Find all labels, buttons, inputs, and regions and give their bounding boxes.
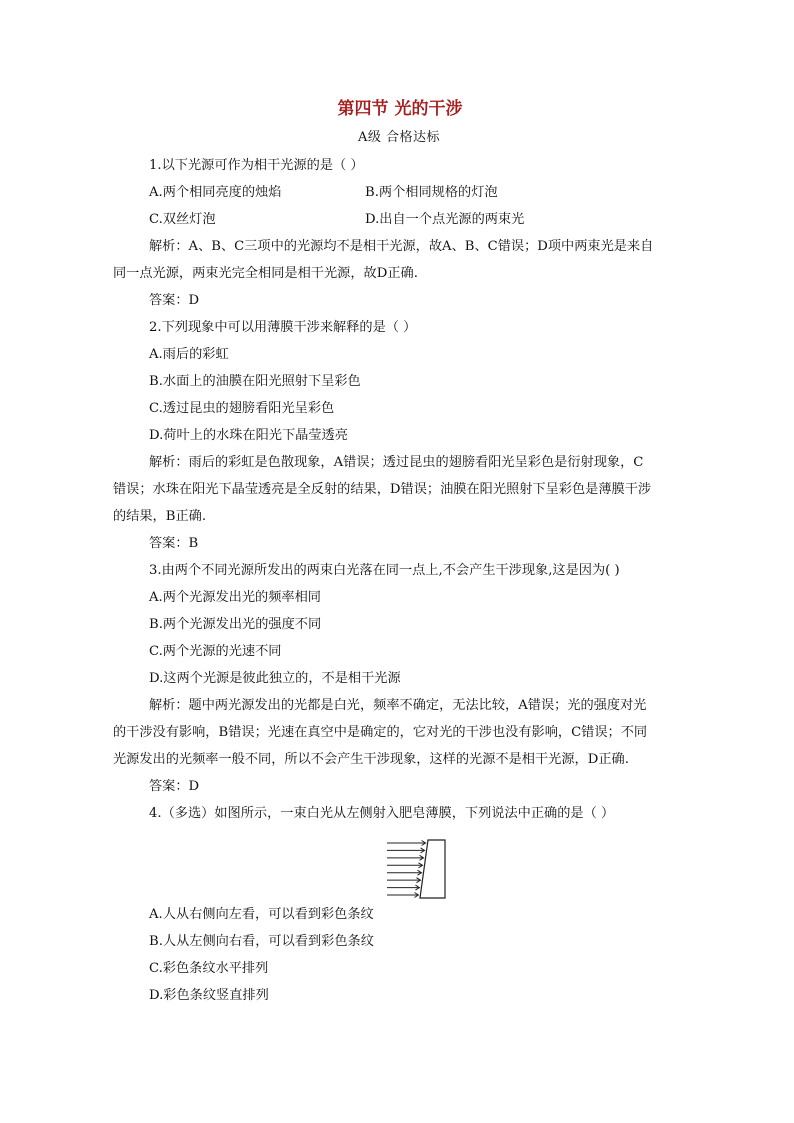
- question-3-option-d: D.这两个光源是彼此独立的，不是相干光源: [149, 671, 401, 686]
- question-3-option-a: A.两个光源发出光的频率相同: [149, 590, 321, 605]
- page-title: 第四节 光的干涉: [337, 99, 463, 119]
- question-2-analysis-line-1: 解析：雨后的彩虹是色散现象，A错误；透过昆虫的翅膀看阳光呈彩色是衍射现象，C: [149, 455, 644, 470]
- question-1-option-a: A.两个相同亮度的烛焰: [149, 185, 282, 200]
- light-rays: [387, 841, 426, 898]
- question-1-option-d: D.出自一个点光源的两束光: [365, 212, 525, 227]
- question-2-answer: 答案：B: [149, 536, 199, 551]
- question-2-stem: 2.下列现象中可以用薄膜干涉来解释的是（ ）: [149, 320, 417, 335]
- question-4-stem: 4.（多选）如图所示，一束白光从左侧射入肥皂薄膜，下列说法中正确的是（ ）: [149, 806, 615, 821]
- question-3-analysis-line-1: 解析：题中两光源发出的光都是白光，频率不确定，无法比较，A错误；光的强度对光: [149, 698, 647, 713]
- question-4-option-b: B.人从左侧向右看，可以看到彩色条纹: [149, 934, 374, 949]
- question-4-option-d: D.彩色条纹竖直排列: [149, 988, 269, 1003]
- question-2-option-a: A.雨后的彩虹: [149, 347, 229, 362]
- question-1-analysis-line-2: 同一点光源，两束光完全相同是相干光源，故D正确.: [113, 266, 418, 281]
- question-1-options-row-1: [113, 179, 685, 206]
- question-3-analysis-line-3: 光源发出的光频率一般不同，所以不会产生干涉现象，这样的光源不是相干光源，D正确.: [113, 752, 629, 767]
- question-4-option-c: C.彩色条纹水平排列: [149, 961, 269, 976]
- question-1-options-row-2: [113, 206, 685, 233]
- question-2-option-c: C.透过昆虫的翅膀看阳光呈彩色: [149, 401, 335, 416]
- question-4-option-a: A.人从右侧向左看，可以看到彩色条纹: [149, 907, 374, 922]
- question-2-option-b: B.水面上的油膜在阳光照射下呈彩色: [149, 374, 361, 389]
- question-3-option-b: B.两个光源发出光的强度不同: [149, 617, 322, 632]
- question-3-stem: 3.由两个不同光源所发出的两束白光落在同一点上,不会产生干涉现象,这是因为( ): [149, 563, 620, 578]
- level-heading: A级 合格达标: [357, 130, 441, 145]
- question-1-stem: 1.以下光源可作为相干光源的是（ ）: [149, 158, 364, 173]
- question-1-analysis-line-1: 解析：A、B、C三项中的光源均不是相干光源，故A、B、C错误；D项中两束光是来自: [149, 239, 654, 254]
- question-2-analysis-line-2: 错误；水珠在阳光下晶莹透亮是全反射的结果，D错误；油膜在阳光照射下呈彩色是薄膜干涉: [113, 482, 652, 497]
- question-3-analysis-line-2: 的干涉没有影响，B错误；光速在真空中是确定的，它对光的干涉也没有影响，C错误；不同: [113, 725, 648, 740]
- question-3-option-c: C.两个光源的光速不同: [149, 644, 282, 659]
- question-3-answer: 答案：D: [149, 779, 200, 794]
- question-2-option-d: D.荷叶上的水珠在阳光下晶莹透亮: [149, 428, 348, 443]
- soap-film-figure: [113, 831, 685, 901]
- question-1-option-c: C.双丝灯泡: [149, 212, 216, 227]
- soap-film-wedge: [420, 840, 445, 898]
- question-2-analysis-line-3: 的结果，B正确.: [113, 509, 207, 524]
- question-1-option-b: B.两个相同规格的灯泡: [365, 185, 498, 200]
- document-page: [113, 98, 685, 1009]
- question-1-answer: 答案：D: [149, 293, 200, 308]
- soap-film-diagram: [385, 839, 449, 899]
